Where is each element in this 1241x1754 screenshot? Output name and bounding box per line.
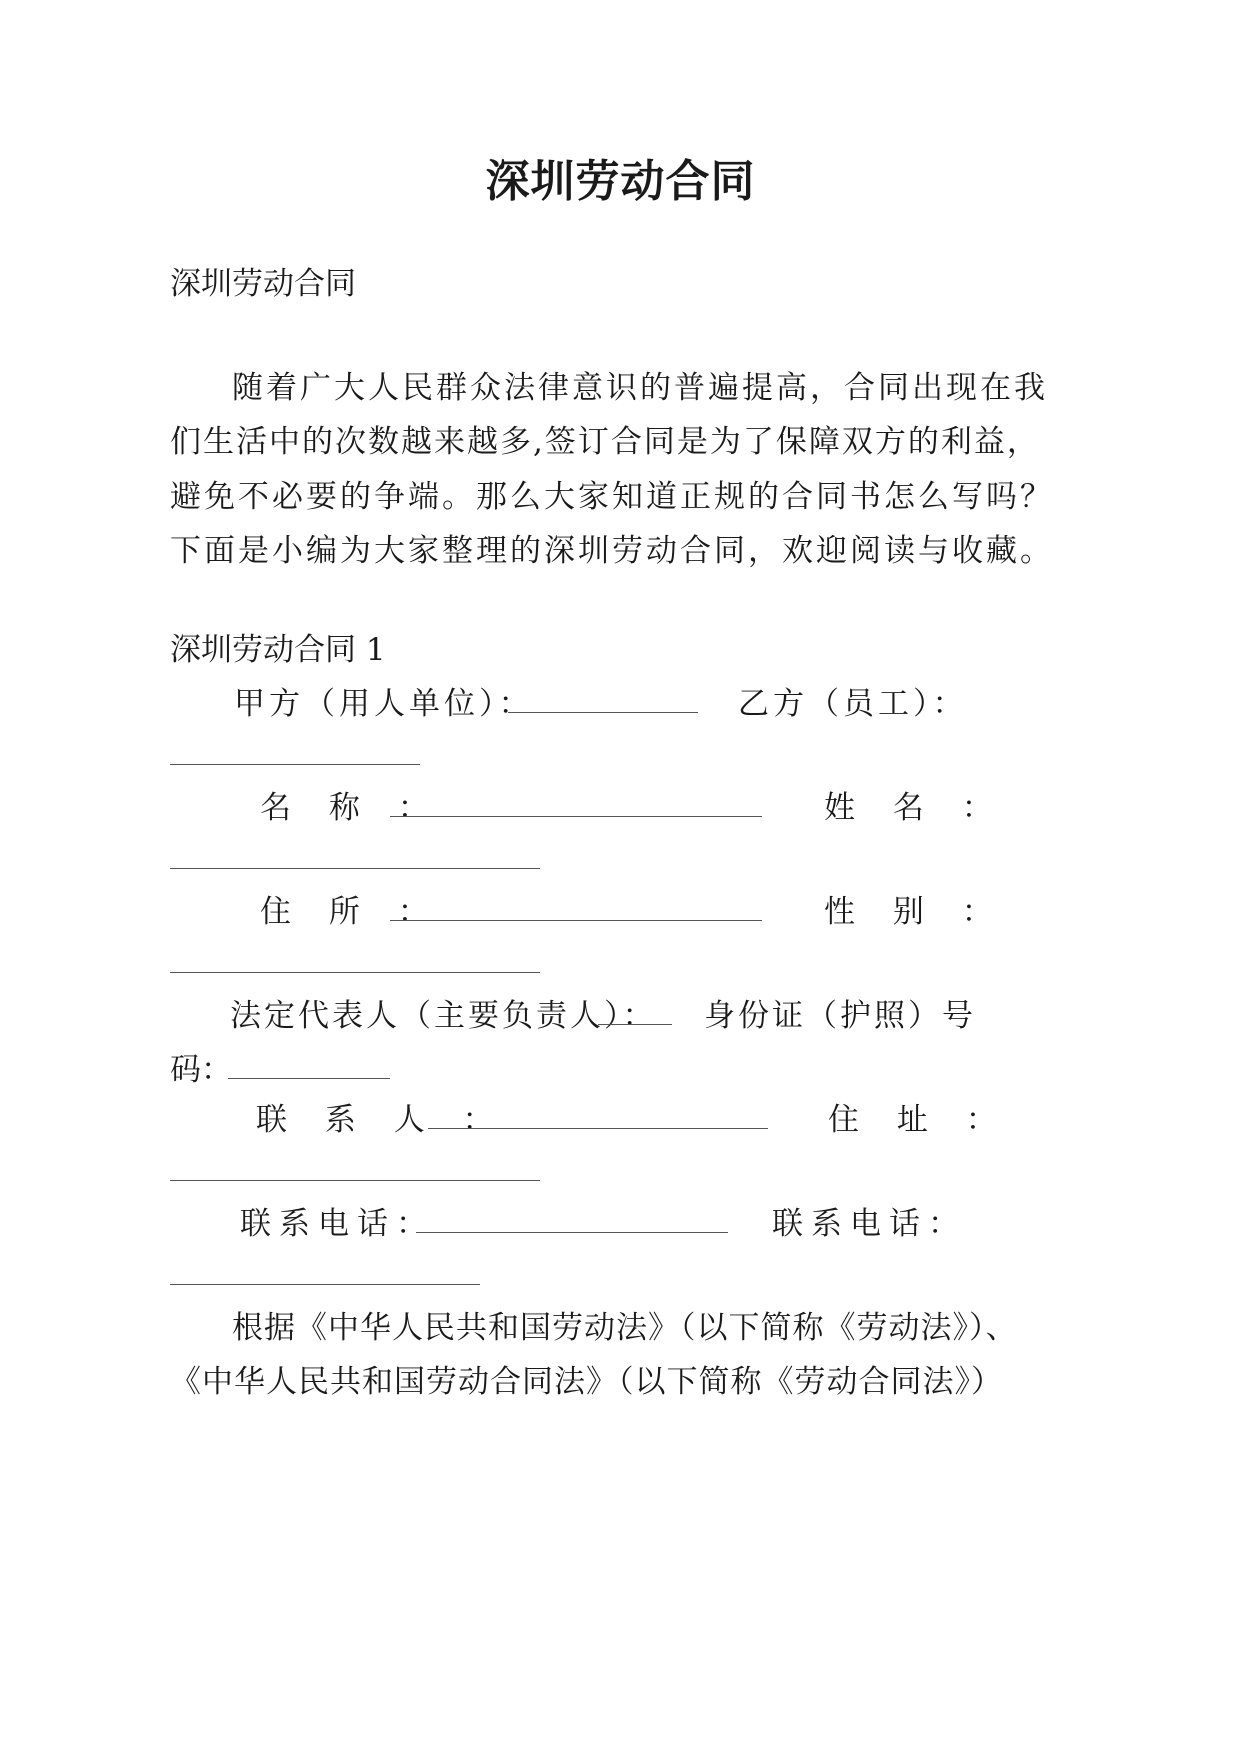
phone-b-blank[interactable] [170,1284,480,1285]
residence-label: 住 址 ： [828,1102,1011,1138]
contact-label: 联 系 人 ： [256,1102,508,1138]
phone-a-blank[interactable] [416,1232,728,1233]
document-subtitle: 深圳劳动合同 [170,266,356,302]
id-label: 身份证（护照）号 [704,998,976,1034]
intro-line: 们生活中的次数越来越多,签订合同是为了保障双方的利益， [170,424,1040,460]
document-title: 深圳劳动合同 [485,156,756,207]
gender-label: 性 别 ： [824,894,1007,930]
intro-line: 随着广大人民群众法律意识的普遍提高，合同出现在我 [232,370,1048,406]
basis-line: 根据《中华人民共和国劳动法》（以下简称《劳动法》）、 [232,1310,1018,1346]
contact-blank[interactable] [428,1128,768,1129]
residence-blank[interactable] [170,1180,540,1181]
phone-label-b: 联系电话： [772,1206,967,1242]
id-number-blank[interactable] [228,1078,390,1079]
person-name-label: 姓 名 ： [824,790,1007,826]
party-b-label: 乙方（员工）： [738,686,968,722]
id-label-continued: 码： [170,1052,232,1088]
party-a-blank[interactable] [508,712,698,713]
party-b-blank[interactable] [170,764,420,765]
address-blank[interactable] [390,920,762,921]
intro-line: 下面是小编为大家整理的深圳劳动合同，欢迎阅读与收藏。 [170,533,1054,569]
gender-blank[interactable] [170,972,540,973]
person-name-blank[interactable] [170,868,540,869]
legal-rep-blank[interactable] [598,1024,672,1025]
intro-line: 避免不必要的争端。那么大家知道正规的合同书怎么写吗？ [170,479,1054,515]
legal-rep-label: 法定代表人（主要负责人）： [230,998,657,1034]
section-heading: 深圳劳动合同 1 [170,632,386,668]
basis-line: 《中华人民共和国劳动合同法》（以下简称《劳动合同法》） [170,1364,1003,1400]
phone-label-a: 联系电话： [240,1206,435,1242]
address-label: 住 所 ： [260,894,443,930]
party-a-label: 甲方（用人单位）： [234,686,534,722]
name-blank[interactable] [390,816,762,817]
name-label: 名 称 ： [260,790,443,826]
